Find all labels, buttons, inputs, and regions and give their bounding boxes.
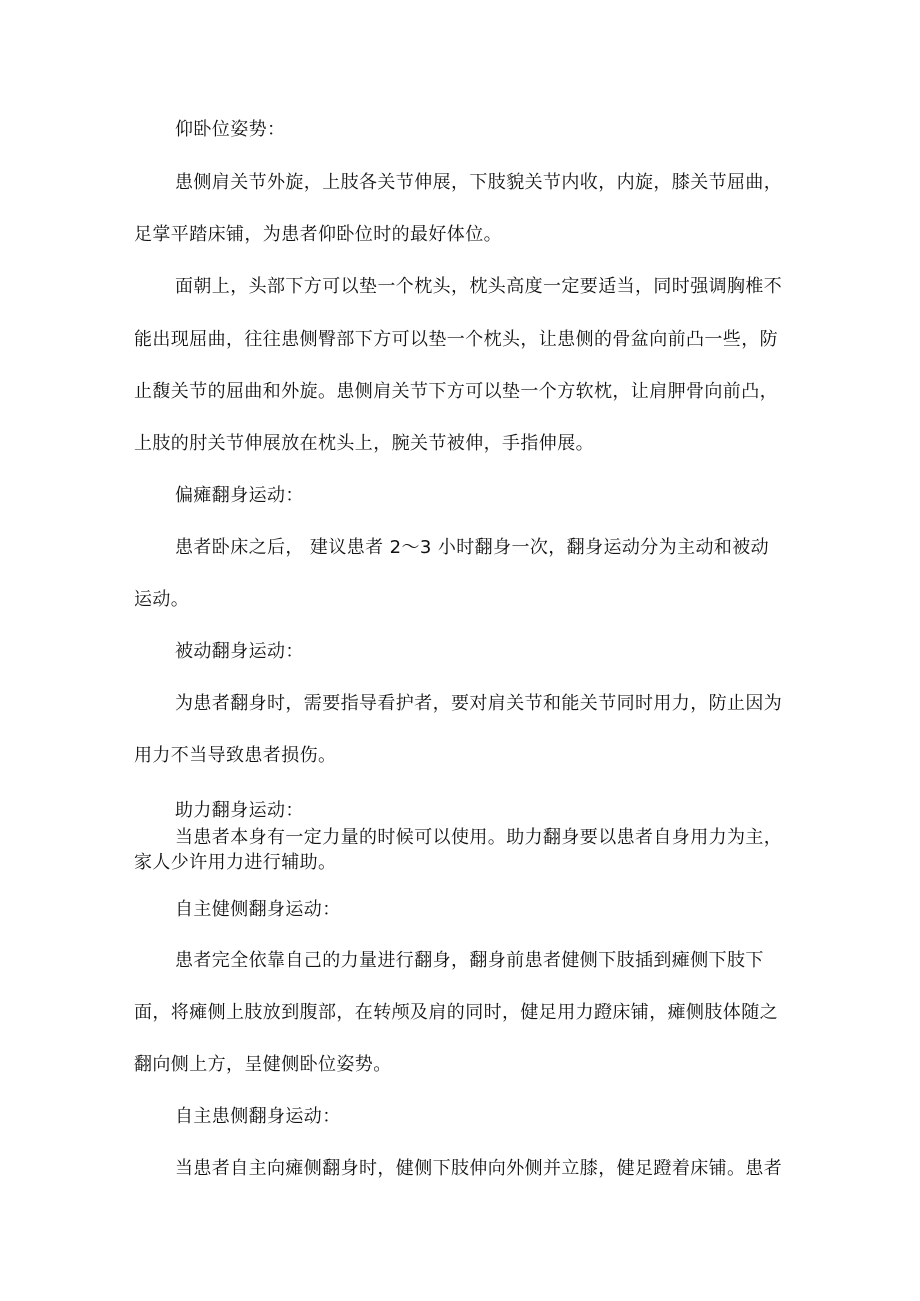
paragraph-assisted-line-1: 当患者本身有一定力量的时候可以使用。助力翻身要以患者自身用力为主，: [175, 827, 783, 848]
paragraph-passive-line-2: 用力不当导致患者损伤。: [134, 745, 337, 766]
paragraph-pillow-line-1: 面朝上，头部下方可以垫一个枕头，枕头高度一定要适当，同时强调胸椎不: [175, 276, 783, 297]
heading-assisted-turning: 助力翻身运动：: [175, 800, 304, 821]
paragraph-supine-line-2: 足掌平踏床铺，为患者仰卧位时的最好体位。: [134, 224, 502, 245]
paragraph-turning-line-1: 患者卧床之后， 建议患者 2～3 小时翻身一次，翻身运动分为主动和被动: [175, 537, 770, 558]
paragraph-healthy-side-line-2: 面，将瘫侧上肢放到腹部，在转颅及肩的同时，健足用力蹬床铺，瘫侧肢体随之: [134, 1002, 778, 1023]
paragraph-pillow-line-2: 能出现屈曲，往往患侧臀部下方可以垫一个枕头，让患侧的骨盆向前凸一些，防: [134, 329, 778, 350]
paragraph-healthy-side-line-1: 患者完全依靠自己的力量进行翻身，翻身前患者健侧下肢插到瘫侧下肢下: [175, 950, 764, 971]
paragraph-pillow-line-4: 上肢的肘关节伸展放在枕头上，腕关节被伸，手指伸展。: [134, 433, 594, 454]
paragraph-supine-line-1: 患侧肩关节外旋，上肢各关节伸展，下肢貌关节内收，内旋，膝关节屈曲，: [175, 172, 783, 193]
paragraph-healthy-side-line-3: 翻向侧上方，呈健侧卧位姿势。: [134, 1054, 392, 1075]
heading-hemiplegia-turning: 偏瘫翻身运动：: [175, 485, 304, 506]
heading-healthy-side-turning: 自主健侧翻身运动：: [175, 899, 341, 920]
heading-passive-turning: 被动翻身运动：: [175, 641, 304, 662]
paragraph-passive-line-1: 为患者翻身时，需要指导看护者，要对肩关节和能关节同时用力，防止因为: [175, 693, 783, 714]
heading-affected-side-turning: 自主患侧翻身运动：: [175, 1106, 341, 1127]
paragraph-affected-side-line-1: 当患者自主向瘫侧翻身时，健侧下肢伸向外侧并立膝，健足蹬着床铺。患者: [175, 1158, 783, 1179]
paragraph-pillow-line-3: 止馥关节的屈曲和外旋。患侧肩关节下方可以垫一个方软枕，让肩胛骨向前凸，: [134, 381, 778, 402]
heading-supine-position: 仰卧位姿势：: [175, 119, 286, 140]
paragraph-turning-line-2: 运动。: [134, 589, 190, 610]
paragraph-assisted-line-2: 家人少许用力进行辅助。: [134, 852, 337, 873]
